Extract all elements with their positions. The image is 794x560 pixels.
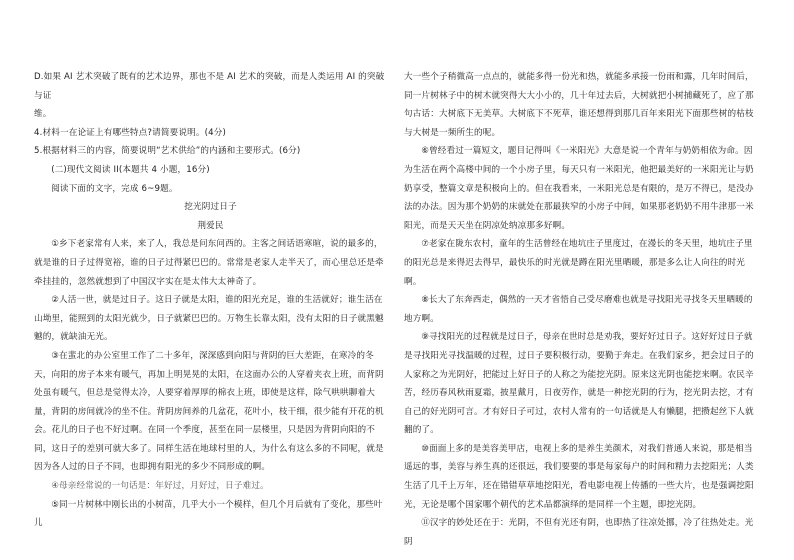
paragraph-8: ⑧长大了东奔西走，偶然的一天才省悟自己受尽磨难也就是寻找阳光寻找冬天里晒暖的地方啊。 xyxy=(404,295,753,324)
left-column xyxy=(34,68,387,533)
paragraph-1: ①乡下老家常有人来，来了人，我总是问东问西的。主客之间话语寒暄，说的最多的，就是谁的日子过得宽裕，谁的日子过得紧巴巴的。常常是老家人走半天了，而心里总还是牵牵挂挂的，忽然就想到了中国汉字实在是太伟大太神奇了。 xyxy=(34,239,384,287)
option-d-line-2: 维。 xyxy=(34,109,52,120)
article-author: 荆爱民 xyxy=(197,220,224,231)
paragraph-3: ③在蜚北的办公室里工作了二十多年，深深感到向阳与背阴的巨大差距，在寒冷的冬天，向阳的房子本来有暖气，再加上明晃晃的太阳，在这面办公的人穿着夹衣上班，而背阴处虽有暖气，但总是觉得太冷，人要穿着厚厚的棉衣上班，即使是这样，除气哄哄聊着大量，背阴的房间就冷的坐不住。背阴房间养的几盆花，花叶小，枝干细，很少能有开花的机会。花儿的日子也不好过啊。在同一个季度，甚至在同一层楼里，只是因为背阴向阳的不同，这日子的差别可就大多了。同样生活在地球村里的人，为什么有这么多的不同呢，就是因为各人过的日子不同，也即拥有阳光的多少不同形成的啊。 xyxy=(34,350,384,473)
section-heading: (二)现代文阅读 II(本题共 4 小题，16分) xyxy=(51,164,210,175)
right-column xyxy=(404,68,760,551)
paragraph-9: ⑨寻找阳光的过程就是过日子，母亲在世时总是劝我，要好好过日子。这好好过日子就是寻找阳光寻找温暖的过程，过日子要积极行动，要勤于奔走。在我们家乡，把会过日子的人家称之为光阴好，把能过上好日子的人称之为能挖光阴。原来这光阴也能挖来啊。农民辛苦，经历春风秋雨夏霜，披星戴月，日夜劳作，就是一种挖光阴的行为，挖光阴去挖，才有自己的好光阴可言。才有好日子可过，农村人常有的一句话就是人有懒腿，把攒起丝下人就翻的了。 xyxy=(404,332,754,436)
question-5: 5.根据材料三的内容，简要说明“艺术供给”的内涵和主要形式。(6分) xyxy=(34,146,301,157)
question-4: 4.材料一在论证上有哪些特点?请简要说明。(4分) xyxy=(34,127,226,138)
paragraph-2: ②人活一世，就是过日子。这日子就是太阳，谁的阳光充足，谁的生活就好；谁生活在山坳里，能照到的太阳光就少，日子就紧巴巴的。万物生长靠太阳，没有太阳的日子就黑魆魆的，就缺油无光。 xyxy=(34,295,384,343)
paragraph-5-continued: 大一些个子稍微高一点点的，就能多得一份光和热，就能多承接一份雨和露，几年时间后，同一片树林子中的树木就突得大大小小的，几十年过去后，大树就把小树捕藏死了，应了那句古话：大树底下无美草。大树底下不死草，谁还想得到那几百年来阳光下面那些树的枯枝与大树是一频所生的呢。 xyxy=(404,72,754,138)
paragraph-6: ⑥曾经看过一篇短文，题目记得叫《一米阳光》大意是说一个青年与奶奶相依为命。因为生活在两个高楼中间的一个小房子里，每天只有一米阳光，他把最美好的一米阳光让与奶奶享受，整篇文章是积极向上的。但在我看来，一米阳光总是有限的，是万不得已，是没办法的办法。因为那个奶奶的床就处在那最狭窄的小房子中间，如果那老奶奶不用牛津那一米阳光，而是天天坐在阴凉处纳凉那多好啊。 xyxy=(404,146,754,231)
reading-instruction: 阅读下面的文字，完成 6~9题。 xyxy=(51,183,178,194)
paragraph-11-start: ⑪汉字的妙处还在于：光阴，不但有光还有阴，也即热了往凉处挪，冷了往热处走。光阴 xyxy=(404,518,754,547)
paragraph-4: ④母亲经常说的一句话是：年好过，月好过，日子难过。 xyxy=(51,481,269,492)
paragraph-7: ⑦老家在陇东农村，童年的生活曾经在地坑庄子里度过，在漫长的冬天里，地坑庄子里的阳光总是来得迟去得早，最快乐的时光就是蹲在阳光里晒暖，那是多么让人向往的时光啊。 xyxy=(404,239,753,287)
option-d-line-1: D.如果 AI 艺术突破了既有的艺术边界，那也不是 AI 艺术的突破，而是人类运用 AI 的突破与证 xyxy=(34,72,385,101)
paragraph-5-start: ⑤同一片树林中刚长出的小树苗，几乎大小一个模样，但几个月后就有了变化，那些叶儿 xyxy=(34,499,383,529)
paragraph-10: ⑩面面上多的是美容美甲店，电视上多的是养生美颜术，对我们普通人来说，那是相当遥远的事，美容与养生真的还很远，我们要要的事是每家每户的时间和精力去挖阳光；人类生活了几千上万年，还在错错草草地挖阳光，看电影电视上传播的一些大片，也是强调挖阳光，无论是哪个国家哪个朝代的艺术品都演绎的是同样一个主题，即挖光阴。 xyxy=(404,443,754,510)
article-title: 挖光阴过日子 xyxy=(184,202,237,213)
